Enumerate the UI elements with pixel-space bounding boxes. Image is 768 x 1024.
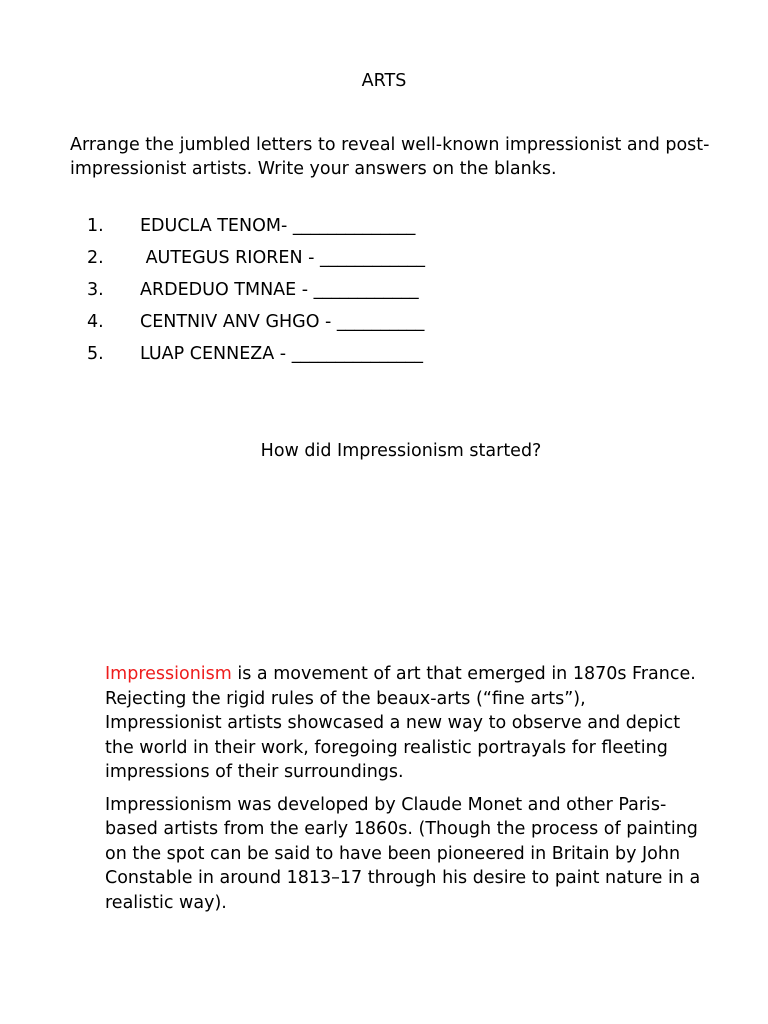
article-body bbox=[105, 662, 705, 923]
item-number: 2. bbox=[87, 248, 104, 268]
list-item bbox=[87, 310, 425, 342]
item-text: CENTNIV ANV GHGO - __________ bbox=[140, 312, 425, 332]
list-item bbox=[87, 342, 425, 374]
article-paragraph-2: Impressionism was developed by Claude Monet and other Paris-based artists from the early 1860s. (Though the process of painting on the spot can be said to have been pioneered in Britain by John Constable in around 1813–17 through his desire to paint nature in a realistic way). bbox=[105, 794, 701, 913]
highlighted-term: Impressionism bbox=[105, 664, 232, 684]
instructions-text: Arrange the jumbled letters to reveal well-known impressionist and post- impressionist artists. Write your answers on the blanks. bbox=[70, 135, 710, 179]
jumbled-names-list bbox=[87, 214, 425, 374]
page-title: ARTS bbox=[361, 71, 407, 91]
item-number: 1. bbox=[87, 216, 104, 236]
item-number: 5. bbox=[87, 344, 104, 364]
list-item bbox=[87, 278, 425, 310]
item-text: ARDEDUO TMNAE - ____________ bbox=[140, 280, 419, 300]
item-text: EDUCLA TENOM- ______________ bbox=[140, 216, 416, 236]
question-heading: How did Impressionism started? bbox=[260, 441, 542, 461]
list-item bbox=[87, 246, 425, 278]
paragraph-text: is a movement of art that emerged in 1870s France. Rejecting the rigid rules of the beaux-arts (“fine arts”), Impressionist artists showcased a new way to observe and depict the world in their work, foregoing realistic portrayals for fleeting impressions of their surroundings. bbox=[105, 664, 696, 782]
list-item bbox=[87, 214, 425, 246]
item-text: AUTEGUS RIOREN - ____________ bbox=[140, 248, 425, 268]
item-number: 4. bbox=[87, 312, 104, 332]
item-text: LUAP CENNEZA - _______________ bbox=[140, 344, 423, 364]
item-number: 3. bbox=[87, 280, 104, 300]
article-paragraph-1 bbox=[105, 662, 705, 785]
